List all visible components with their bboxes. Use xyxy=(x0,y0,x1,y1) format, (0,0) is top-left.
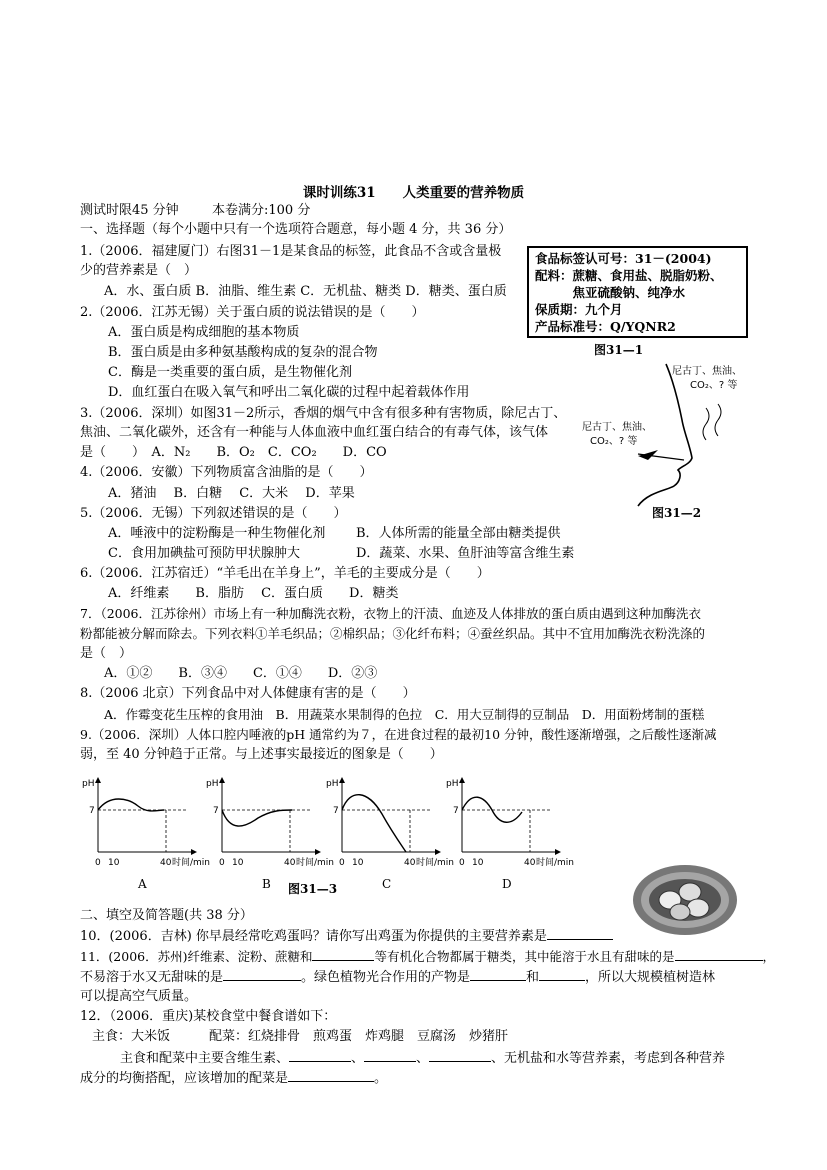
q2-option-b: B．蛋白质是由多种氨基酸构成的复杂的混合物 xyxy=(108,345,378,360)
q12-blank-2[interactable] xyxy=(364,1048,416,1062)
ph-axis-label: pH xyxy=(446,779,459,789)
ph7-tick: 7 xyxy=(89,806,95,816)
q5-option-a: A．唾液中的淀粉酶是一种生物催化剂 xyxy=(108,526,326,541)
q6-options: A．纤维素 B．脂肪 C．蛋白质 D．糖类 xyxy=(108,586,399,601)
q1-line1: 1.（2006．福建厦门）右图31－1是某食品的标签，此食品不含或含量极 xyxy=(80,244,502,259)
ph-curve xyxy=(342,795,406,852)
q12-text-3: 、 xyxy=(416,1051,430,1066)
fig2-caption: 图31—2 xyxy=(652,506,702,520)
tick-40: 40 xyxy=(404,858,416,868)
q12-text-1: 主食和配菜中主要含维生素、 xyxy=(120,1051,290,1066)
tick-40: 40 xyxy=(524,858,536,868)
q1-line2: 少的营养素是（ ） xyxy=(80,263,198,278)
ph-axis-label: pH xyxy=(326,779,339,789)
q7-options: A．①② B．③④ C．①④ D．②③ xyxy=(104,666,378,681)
smoking-figure xyxy=(578,360,768,520)
fig3-caption: 图31—3 xyxy=(288,882,338,896)
q12-blank-3[interactable] xyxy=(429,1048,491,1062)
q11-text-2: 等有机化合物都属于糖类，其中能溶于水且有甜味的是 xyxy=(374,949,675,964)
section-2-heading: 二、填空及简答题(共 38 分） xyxy=(80,908,253,923)
q2-option-c: C．酶是一类重要的蛋白质，是生物催化剂 xyxy=(108,365,352,380)
q3-line2: 焦油、二氧化碳外，还含有一种能与人体血液中血红蛋白结合的有毒气体，该气体 xyxy=(80,425,549,440)
q11-blank-3[interactable] xyxy=(223,967,301,981)
q3-line1: 3.（2006．深圳）如图31－2所示，香烟的烟气中含有很多种有害物质，除尼古丁、 xyxy=(80,406,567,421)
q11-text-5: 。绿色植物光合作用的产物是 xyxy=(301,970,471,985)
q11-text-6: 和 xyxy=(526,970,540,985)
q12-stem: 12．（2006．重庆)某校食堂中餐食谱如下： xyxy=(80,1009,337,1024)
q1-options: A．水、蛋白质 B．油脂、维生素 C．无机盐、糖类 D．糖类、蛋白质 xyxy=(104,284,507,299)
total-score: 本卷满分:100 分 xyxy=(212,203,311,218)
q11-line1 xyxy=(80,947,775,966)
ph7-tick: 7 xyxy=(453,806,459,816)
ph-graph-d xyxy=(446,779,574,891)
ph7-tick: 7 xyxy=(213,806,219,816)
ph-graph-c xyxy=(326,779,454,891)
tick-0: 0 xyxy=(459,858,465,868)
q11-blank-4[interactable] xyxy=(470,967,526,981)
tick-0: 0 xyxy=(219,858,225,868)
q4-options: A．猪油 B．白糖 C．大米 D．苹果 xyxy=(108,486,355,501)
smoke-label-top: 尼古丁、焦油、 xyxy=(672,366,742,377)
x-axis-label: 时间/min xyxy=(416,858,455,868)
tick-40: 40 xyxy=(160,858,172,868)
x-axis-label: 时间/min xyxy=(172,858,211,868)
q12-text-6: 。 xyxy=(374,1071,388,1086)
food-label-line2: 配料：蔗糖、食用盐、脱脂奶粉、 xyxy=(535,268,723,283)
ph-graphs xyxy=(80,772,640,892)
food-label-box xyxy=(527,246,748,338)
q6-stem: 6.（2006．江苏宿迁）“羊毛出在羊身上”，羊毛的主要成分是（ ） xyxy=(80,566,490,581)
ph-curve xyxy=(98,799,164,811)
q12-text-5: 成分的均衡搭配，应该增加的配菜是 xyxy=(80,1071,289,1086)
ph-curve xyxy=(222,810,292,826)
q9-line2: 弱，至 40 分钟趋于正常。与上述事实最接近的图象是（ ） xyxy=(80,747,443,762)
q11-blank-1[interactable] xyxy=(312,947,374,961)
q12-blank-4[interactable] xyxy=(288,1068,374,1082)
ph-axis-label: pH xyxy=(82,779,95,789)
q10 xyxy=(80,926,613,946)
graph-letter: A xyxy=(138,877,147,891)
q7-line2: 粉都能被分解而除去。下列衣料①羊毛织品；②棉织品；③化纤布料；④蚕丝织品。其中不宜用加酶洗衣粉洗涤的 xyxy=(80,626,706,641)
x-axis-label: 时间/min xyxy=(296,858,335,868)
x-axis-label: 时间/min xyxy=(536,858,575,868)
nest-eggs-image xyxy=(630,860,740,938)
q11-line2 xyxy=(80,967,715,987)
q9-line1: 9.（2006．深圳）人体口腔内唾液的pH 通常约为７，在进食过程的最初10 分钟，酸性逐渐增强，之后酸性逐渐减 xyxy=(80,727,717,742)
section-1-heading: 一、选择题（每个小题中只有一个选项符合题意，每小题 4 分，共 36 分） xyxy=(80,222,512,237)
q12-line2 xyxy=(80,1068,387,1088)
ph-axis-label: pH xyxy=(206,779,219,789)
tick-10: 10 xyxy=(108,858,120,868)
q8-stem: 8.（2006 北京）下列食品中对人体健康有害的是（ ） xyxy=(80,686,416,701)
q11-text-7: ，所以大规模植树造林 xyxy=(585,970,716,985)
test-time: 测试时限45 分钟 xyxy=(80,203,179,218)
graph-letter: B xyxy=(262,877,271,891)
tick-10: 10 xyxy=(352,858,364,868)
q5-option-d: D．蔬菜、水果、鱼肝油等富含维生素 xyxy=(356,546,575,561)
q10-text: 10．(2006．吉林) 你早晨经常吃鸡蛋吗？请你写出鸡蛋为你提供的主要营养素是 xyxy=(80,929,547,944)
graph-letter: D xyxy=(502,877,512,891)
food-label-line4: 保质期：九个月 xyxy=(535,302,623,317)
ph7-tick: 7 xyxy=(333,806,339,816)
graph-letter: C xyxy=(382,877,392,891)
tick-40: 40 xyxy=(284,858,296,868)
q11-line3: 可以提高空气质量。 xyxy=(80,989,198,1004)
food-label-line3: 焦亚硫酸钠、纯净水 xyxy=(535,285,686,300)
smoke-label-top-b: CO₂、? 等 xyxy=(690,380,738,391)
q11-blank-5[interactable] xyxy=(539,967,585,981)
q7-line1: 7．（2006．江苏徐州）市场上有一种加酶洗衣粉，衣物上的汗渍、血迹及人体排放的蛋白质由遇到这种加酶洗衣 xyxy=(80,606,702,621)
q12-text-2: 、 xyxy=(351,1051,365,1066)
q10-blank[interactable] xyxy=(547,926,613,940)
q11-text-1: 11．(2006．苏州)纤维素、淀粉、蔗糖和 xyxy=(80,949,313,964)
q11-text-4: 不易溶于水又无甜味的是 xyxy=(80,970,224,985)
tick-0: 0 xyxy=(339,858,345,868)
tick-10: 10 xyxy=(472,858,484,868)
q2-option-d: D．血红蛋白在吸入氧气和呼出二氧化碳的过程中起着载体作用 xyxy=(108,385,470,400)
q12-menu: 主食：大米饭 配菜：红烧排骨 煎鸡蛋 炸鸡腿 豆腐汤 炒猪肝 xyxy=(92,1029,509,1044)
q8-options: A．作霉变花生压榨的食用油 B．用蔬菜水果制得的色拉 C．用大豆制得的豆制品 D．用面粉烤制的蛋糕 xyxy=(104,707,705,722)
food-label-line5: 产品标准号：Q/YQNR2 xyxy=(535,319,676,334)
q7-line3: 是（ ） xyxy=(80,646,133,661)
ph-graph-a xyxy=(82,779,210,891)
q5-option-b: B．人体所需的能量全部由糖类提供 xyxy=(356,526,561,541)
q4-stem: 4.（2006．安徽）下列物质富含油脂的是（ ） xyxy=(80,465,373,480)
fig1-caption: 图31—1 xyxy=(594,343,644,357)
food-label-line1: 食品标签认可号：31－(2004) xyxy=(535,251,712,266)
q2-option-a: A．蛋白质是构成细胞的基本物质 xyxy=(108,325,300,340)
tick-10: 10 xyxy=(232,858,244,868)
q11-blank-2[interactable] xyxy=(675,947,763,961)
q2-stem: 2.（2006．江苏无锡）关于蛋白质的说法错误的是（ ） xyxy=(80,305,425,320)
q12-blank-1[interactable] xyxy=(289,1048,351,1062)
q5-stem: 5.（2006．无锡）下列叙述错误的是（ ） xyxy=(80,506,347,521)
tick-0: 0 xyxy=(95,858,101,868)
q5-option-c: C．食用加碘盐可预防甲状腺肿大 xyxy=(108,546,300,561)
q12-line1 xyxy=(120,1048,725,1068)
smoke-label-left-b: CO₂、? 等 xyxy=(590,436,638,447)
page-title: 课时训练31 人类重要的营养物质 xyxy=(302,185,525,201)
smoke-label-left: 尼古丁、焦油、 xyxy=(582,422,652,433)
ph-graph-b xyxy=(206,779,334,891)
q12-text-4: 、无机盐和水等营养素，考虑到各种营养 xyxy=(491,1051,726,1066)
q3-line3: 是（ ） A．N₂ B．O₂ C．CO₂ D．CO xyxy=(80,445,387,460)
q11-text-3: ， xyxy=(762,949,776,964)
